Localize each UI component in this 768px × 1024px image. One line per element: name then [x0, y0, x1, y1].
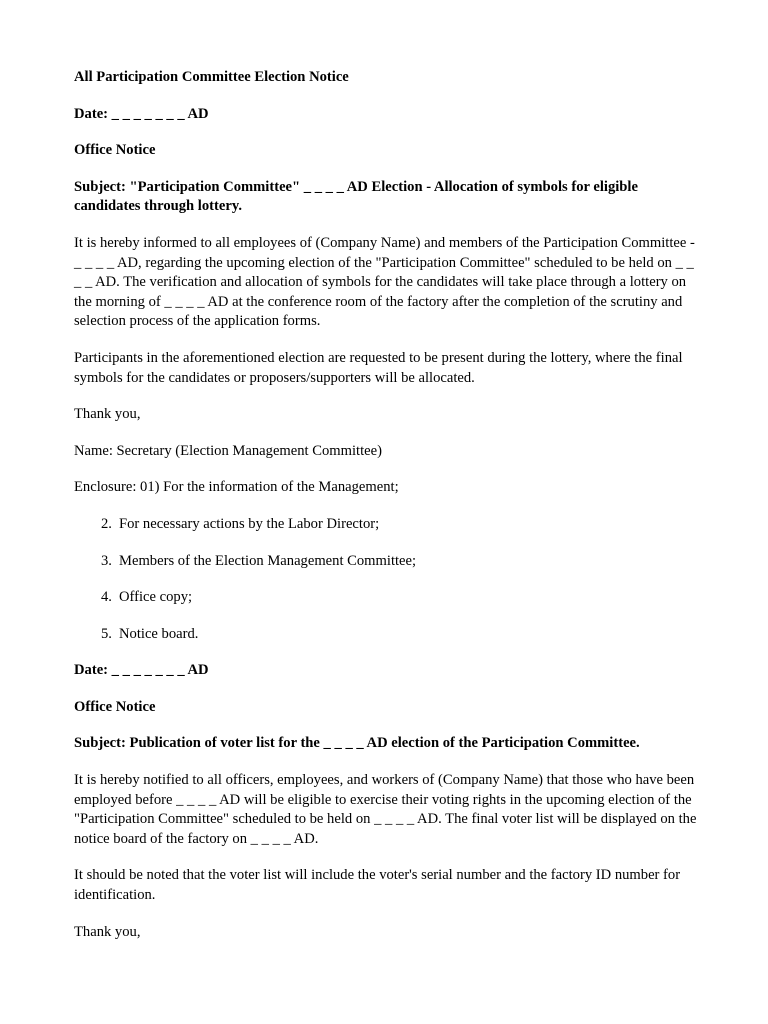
list-item-text: Office copy; — [119, 589, 193, 606]
notice1-paragraph-2: Participants in the aforementioned election are requested to be present during the lottery, where the final symbols for the candidates or proposers/supporters will be allocated. — [74, 349, 683, 386]
notice2-closing: Thank you, — [74, 923, 141, 940]
notice1-paragraph-1: It is hereby informed to all employees of (Company Name) and members of the Participation Committee - _ _ _ _ AD, regarding the upcoming election of the "Participation Committee" scheduled to be held on _ _ _ _ AD. The verification and allocation of symbols for the candidates will take place through a lottery on the morning of _ _ _ _ AD at the conference room of the factory after the completion of the scrutiny and selection process of the application forms. — [74, 234, 695, 330]
document-title: All Participation Committee Election Notice — [74, 69, 349, 85]
notice2-subject: Subject: Publication of voter list for the _ _ _ _ AD election of the Participation Committee. — [74, 735, 640, 752]
list-item-number: 5. — [101, 625, 112, 642]
list-item — [74, 588, 704, 608]
list-item-text: Members of the Election Management Committee; — [119, 552, 417, 569]
list-item-number: 3. — [101, 552, 112, 569]
notice2-paragraph-2: It should be noted that the voter list will include the voter's serial number and the factory ID number for identification. — [74, 867, 681, 904]
notice1-signatory-name: Name: Secretary (Election Management Committee) — [74, 442, 382, 459]
document-page — [74, 68, 704, 959]
notice2-heading: Office Notice — [74, 698, 156, 715]
list-item — [74, 552, 704, 572]
list-item-text: Notice board. — [119, 625, 199, 642]
notice1-heading: Office Notice — [74, 142, 156, 159]
list-item-number: 4. — [101, 589, 112, 606]
list-item-number: 2. — [101, 515, 112, 532]
notice1-subject: Subject: "Participation Committee" _ _ _ _ AD Election - Allocation of symbols for eligible candidates through lottery. — [74, 178, 638, 215]
enclosure-list — [74, 515, 704, 644]
notice1-date: Date: _ _ _ _ _ _ _ AD — [74, 105, 209, 122]
list-item-text: For necessary actions by the Labor Director; — [119, 515, 380, 532]
list-item — [74, 625, 704, 645]
notice1-closing: Thank you, — [74, 406, 141, 423]
notice2-date: Date: _ _ _ _ _ _ _ AD — [74, 662, 209, 679]
list-item — [74, 515, 704, 535]
notice2-paragraph-1: It is hereby notified to all officers, employees, and workers of (Company Name) that those who have been employed before _ _ _ _ AD will be eligible to exercise their voting rights in the upcoming election of the "Participation Committee" scheduled to be held on _ _ _ _ AD. The final voter list will be displayed on the notice board of the factory on _ _ _ _ AD. — [74, 772, 697, 847]
notice1-enclosure: Enclosure: 01) For the information of the Management; — [74, 479, 399, 496]
